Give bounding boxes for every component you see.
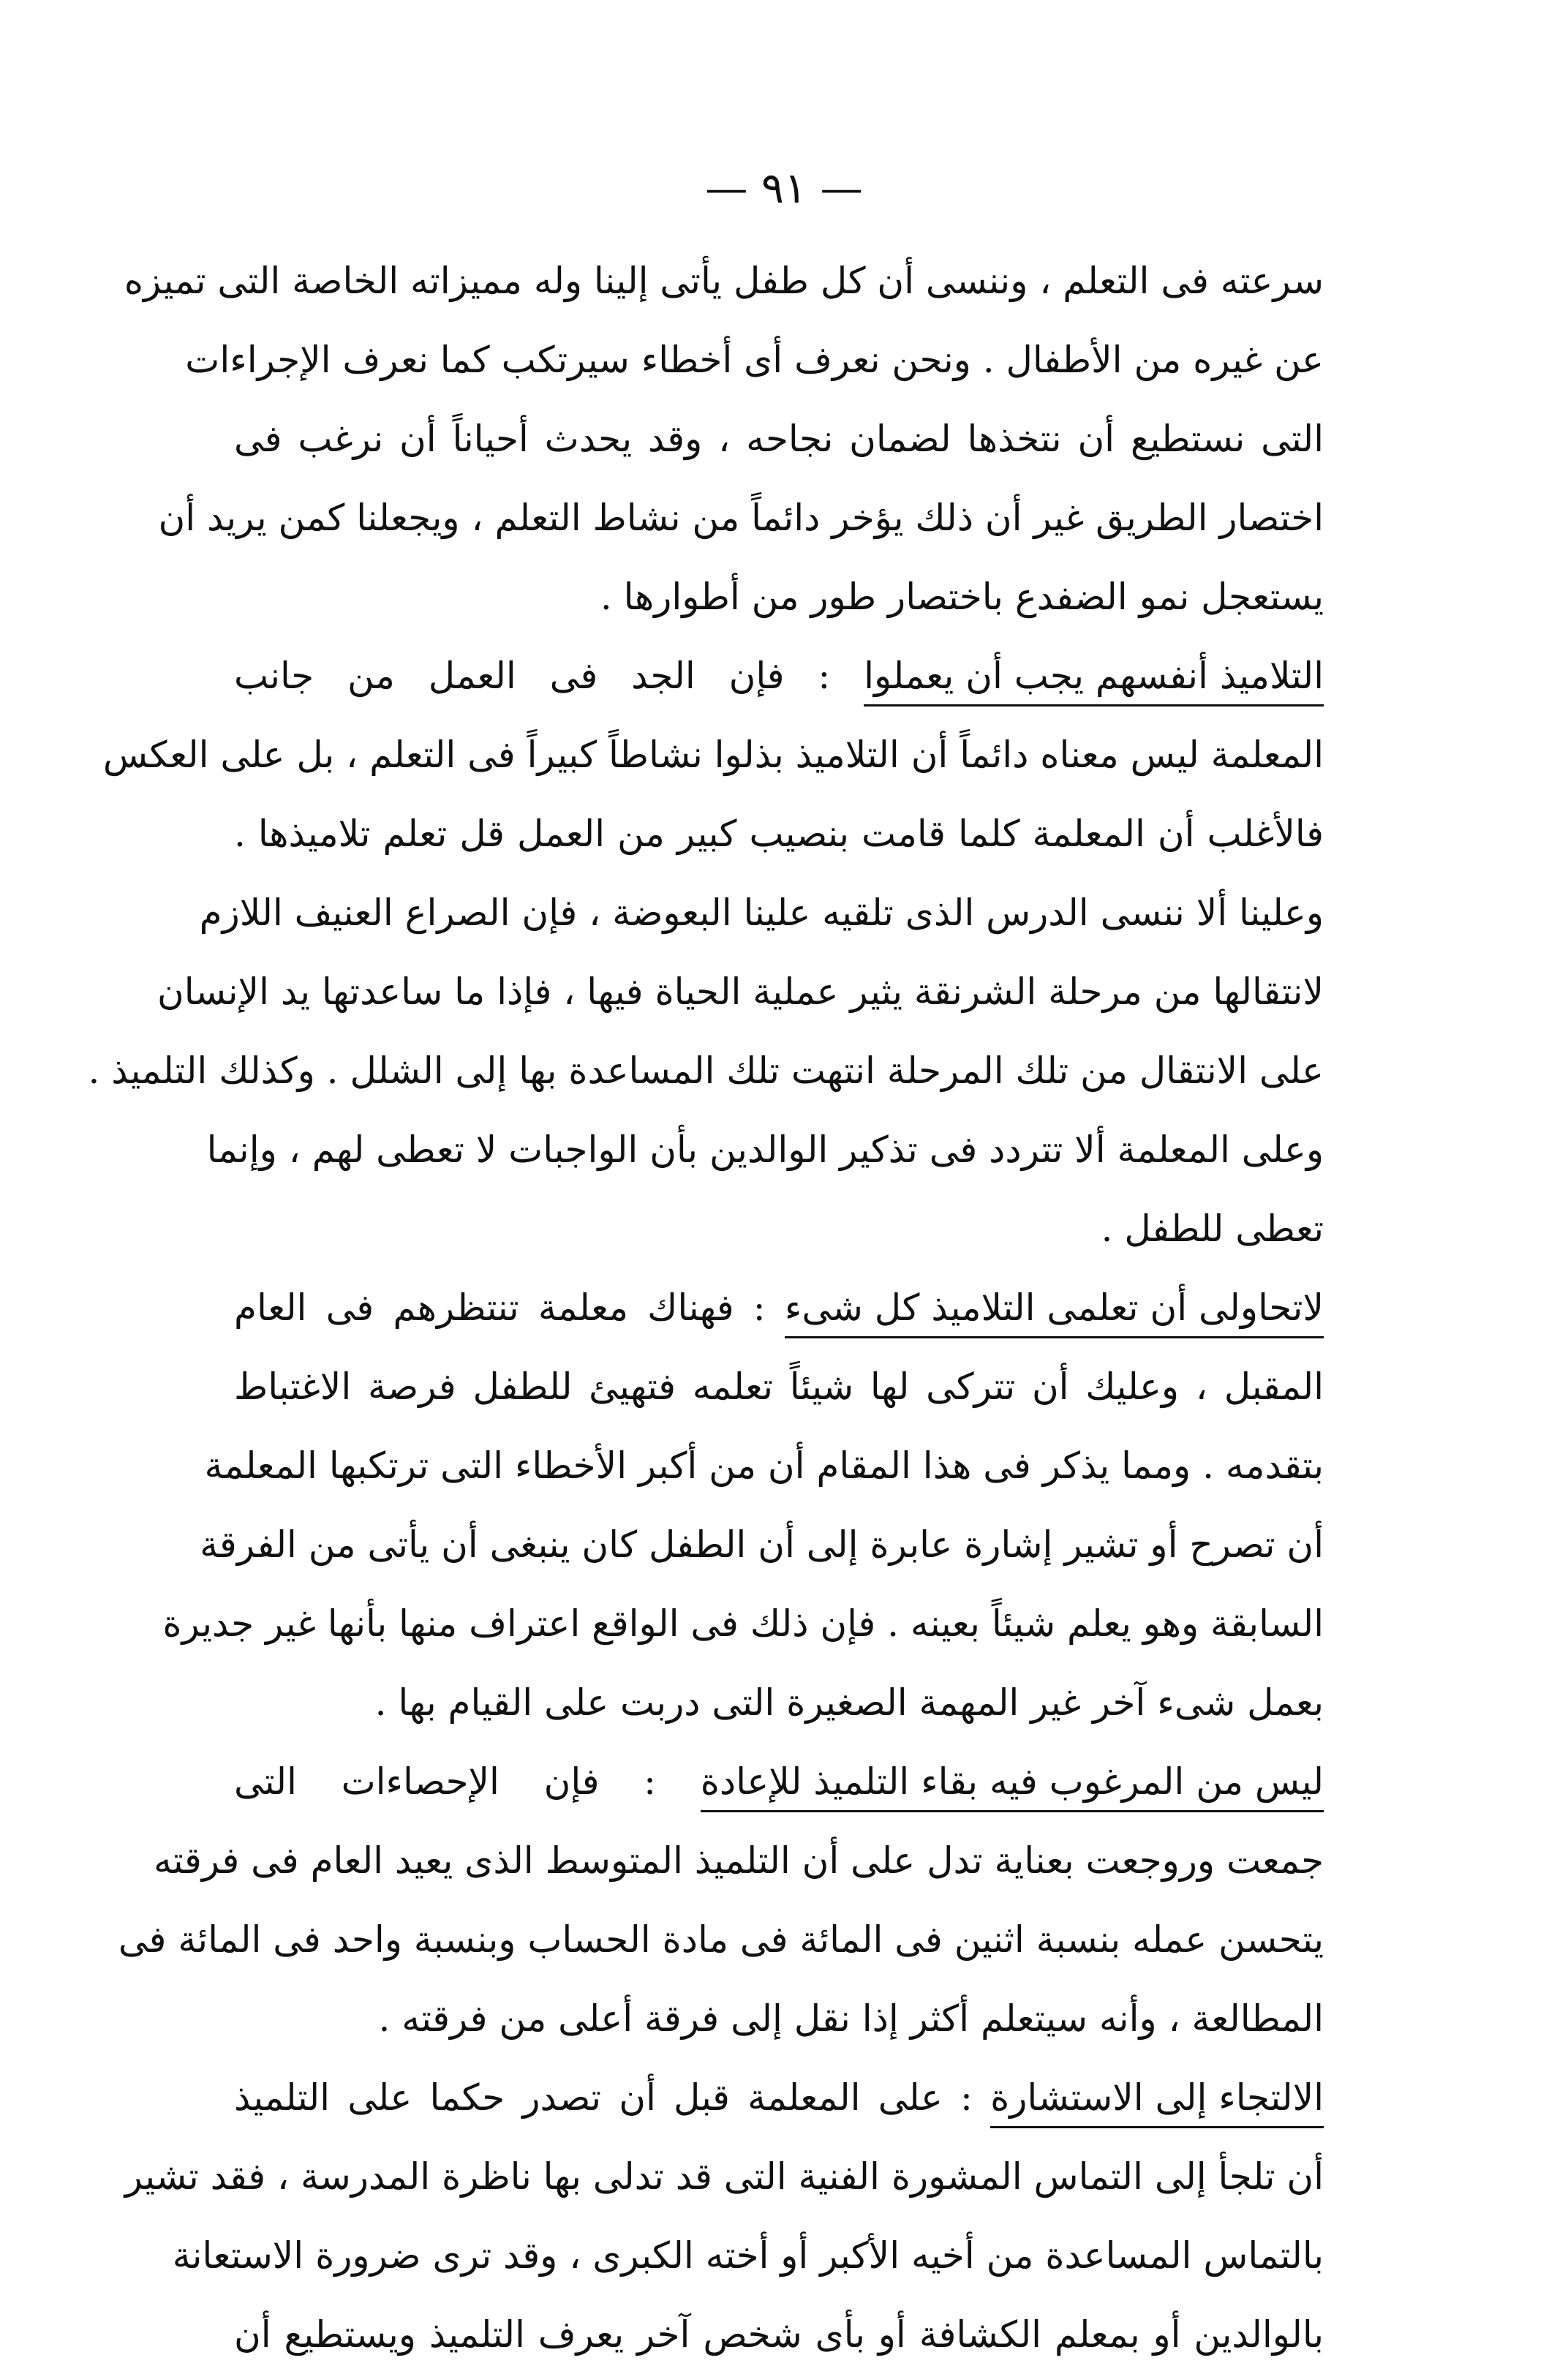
text-line: بتقدمه . ومما يذكر فى هذا المقام أن من أكبر الأخطاء التى ترتكبها المعلمة [204, 1444, 1324, 1487]
text-line: أن تلجأ إلى التماس المشورة الفنية التى قد تدلى بها ناظرة المدرسة ، فقد تشير [124, 2155, 1324, 2198]
text-line: يستعجل نمو الضفدع باختصار طور من أطوارها . [600, 576, 1324, 618]
text-line: وعلينا ألا ننسى الدرس الذى تلقيه علينا البعوضة ، فإن الصراع العنيف اللازم [199, 892, 1324, 934]
text-line: وعلى المعلمة ألا تتردد فى تذكير الوالدين بأن الواجبات لا تعطى لهم ، وإنما [206, 1128, 1324, 1171]
section-heading: التلاميذ أنفسهم يجب أن يعملوا [864, 650, 1324, 706]
text-line: لانتقالها من مرحلة الشرنقة يثير عملية الحياة فيها ، فإذا ما ساعدتها يد الإنسان [157, 971, 1324, 1013]
section-heading: ليس من المرغوب فيه بقاء التلميذ للإعادة [701, 1756, 1324, 1812]
text-line: اختصار الطريق غير أن ذلك يؤخر دائماً من نشاط التعلم ، ويجعلنا كمن يريد أن [158, 497, 1324, 539]
paragraph-first-line [234, 1268, 1324, 1347]
text-line: جمعت وروجعت بعناية تدل على أن التلميذ المتوسط الذى يعيد العام فى فرقته [153, 1839, 1324, 1882]
text-line: المطالعة ، وأنه سيتعلم أكثر إذا نقل إلى فرقة أعلى من فرقته . [378, 1997, 1324, 2040]
page-number: — ٩١ — [705, 163, 863, 213]
text-line: السابقة وهو يعلم شيئاً بعينه . فإن ذلك فى الواقع اعتراف منها بأنها غير جديرة [162, 1602, 1324, 1645]
text-line: يتحسن عمله بنسبة اثنين فى المائة فى مادة الحساب وبنسبة واحد فى المائة فى [118, 1918, 1324, 1961]
text-line: بالتماس المساعدة من أخيه الأكبر أو أخته الكبرى ، وقد ترى ضرورة الاستعانة [172, 2234, 1324, 2277]
text-line: تعطى للطفل . [1101, 1207, 1324, 1250]
paragraph-first-line [234, 2058, 1324, 2137]
text-line: بعمل شىء آخر غير المهمة الصغيرة التى دربت على القيام بها . [374, 1681, 1324, 1724]
text-line: : فهناك معلمة تنتظرهم فى العام [234, 1286, 766, 1329]
text-line: التى نستطيع أن نتخذها لضمان نجاحه ، وقد يحدث أحياناً أن نرغب فى [234, 418, 1324, 460]
text-line: : على المعلمة قبل أن تصدر حكما على التلميذ [234, 2076, 973, 2119]
text-line: المقبل ، وعليك أن تتركى لها شيئاً تعلمه فتهيئ للطفل فرصة الاغتباط [234, 1365, 1324, 1408]
text-line: المعلمة ليس معناه دائماً أن التلاميذ بذلوا نشاطاً كبيراً فى التعلم ، بل على العكس [102, 734, 1324, 776]
text-line: : فإن الجد فى العمل من جانب [234, 655, 831, 697]
text-line: : فإن الإحصاءات التى [234, 1760, 657, 1803]
body-text [88, 241, 1324, 2374]
paragraph-first-line [234, 1742, 1324, 1821]
text-line: سرعته فى التعلم ، وننسى أن كل طفل يأتى إلينا وله مميزاته الخاصة التى تميزه [124, 260, 1324, 302]
section-heading: الالتجاء إلى الاستشارة [990, 2072, 1324, 2128]
text-line: أن تصرح أو تشير إشارة عابرة إلى أن الطفل كان ينبغى أن يأتى من الفرقة [200, 1523, 1324, 1566]
text-line: بالوالدين أو بمعلم الكشافة أو بأى شخص آخر يعرف التلميذ ويستطيع أن [234, 2313, 1324, 2356]
text-line: فالأغلب أن المعلمة كلما قامت بنصيب كبير من العمل قل تعلم تلاميذها . [234, 813, 1324, 855]
paragraph-first-line [234, 636, 1324, 715]
text-line: عن غيره من الأطفال . ونحن نعرف أى أخطاء سيرتكب كما نعرف الإجراءات [185, 339, 1324, 381]
text-line: على الانتقال من تلك المرحلة انتهت تلك المساعدة بها إلى الشلل . وكذلك التلميذ . [88, 1050, 1324, 1092]
section-heading: لاتحاولى أن تعلمى التلاميذ كل شىء [785, 1282, 1324, 1338]
